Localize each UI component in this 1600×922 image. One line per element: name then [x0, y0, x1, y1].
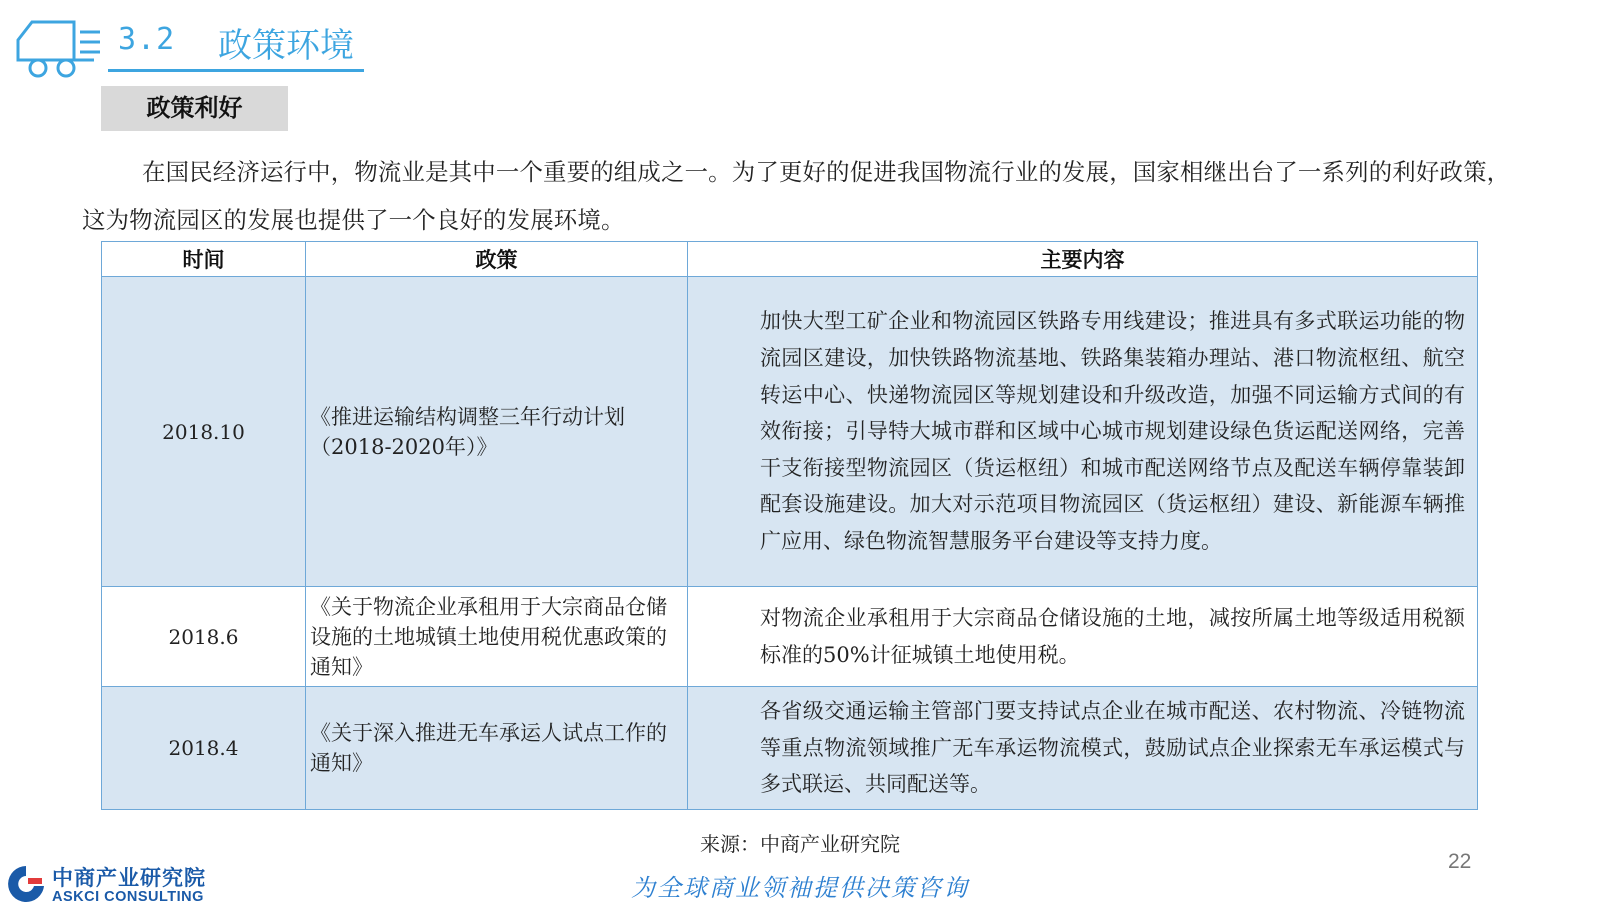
table-row: [102, 587, 1478, 687]
table-header-row: [102, 242, 1478, 277]
column-header-policy: 政策: [306, 242, 688, 277]
column-header-content: 主要内容: [688, 242, 1478, 277]
policy-cell: 《推进运输结构调整三年行动计划（2018-2020年）》: [306, 277, 688, 587]
column-header-time: 时间: [102, 242, 306, 277]
source-note: 来源：中商产业研究院: [700, 832, 900, 856]
table-row: [102, 687, 1478, 810]
content-cell: 加快大型工矿企业和物流园区铁路专用线建设；推进具有多式联运功能的物流园区建设，加快铁路物流基地、铁路集装箱办理站、港口物流枢纽、航空转运中心、快递物流园区等规划建设和升级改造，加强不同运输方式间的有效衔接；引导特大城市群和区域中心城市规划建设绿色货运配送网络，完善干支衔接型物流园区（货运枢纽）和城市配送网络节点及配送车辆停靠装卸配套设施建设。加大对示范项目物流园区（货运枢纽）建设、新能源车辆推广应用、绿色物流智慧服务平台建设等支持力度。: [688, 277, 1478, 587]
footer-slogan: 为全球商业领袖提供决策咨询: [631, 874, 969, 902]
page-number: 22: [1448, 850, 1472, 873]
content-cell: 各省级交通运输主管部门要支持试点企业在城市配送、农村物流、冷链物流等重点物流领域推广无车承运物流模式，鼓励试点企业探索无车承运模式与多式联运、共同配送等。: [688, 687, 1478, 810]
logo-chinese-name: 中商产业研究院: [52, 866, 206, 890]
section-header: [0, 0, 380, 80]
table-row: [102, 277, 1478, 587]
time-cell: 2018.4: [102, 687, 306, 810]
policy-cell: 《关于深入推进无车承运人试点工作的通知》: [306, 687, 688, 810]
policy-cell: 《关于物流企业承租用于大宗商品仓储设施的土地城镇土地使用税优惠政策的通知》: [306, 587, 688, 687]
logo-english-name: ASKCI CONSULTING: [52, 889, 204, 905]
time-cell: 2018.6: [102, 587, 306, 687]
subheading: 政策利好: [101, 86, 288, 131]
truck-icon: [14, 10, 106, 80]
header-underline: [108, 69, 364, 72]
content-cell: 对物流企业承租用于大宗商品仓储设施的土地，减按所属土地等级适用税额标准的50%计征城镇土地使用税。: [688, 587, 1478, 687]
section-number: 3.2: [118, 22, 176, 57]
time-cell: 2018.10: [102, 277, 306, 587]
policy-table: [101, 241, 1478, 810]
section-title: 政策环境: [218, 26, 354, 66]
intro-paragraph: 在国民经济运行中，物流业是其中一个重要的组成之一。为了更好的促进我国物流行业的发展，国家相继出台了一系列的利好政策，这为物流园区的发展也提供了一个良好的发展环境。: [82, 158, 1511, 234]
